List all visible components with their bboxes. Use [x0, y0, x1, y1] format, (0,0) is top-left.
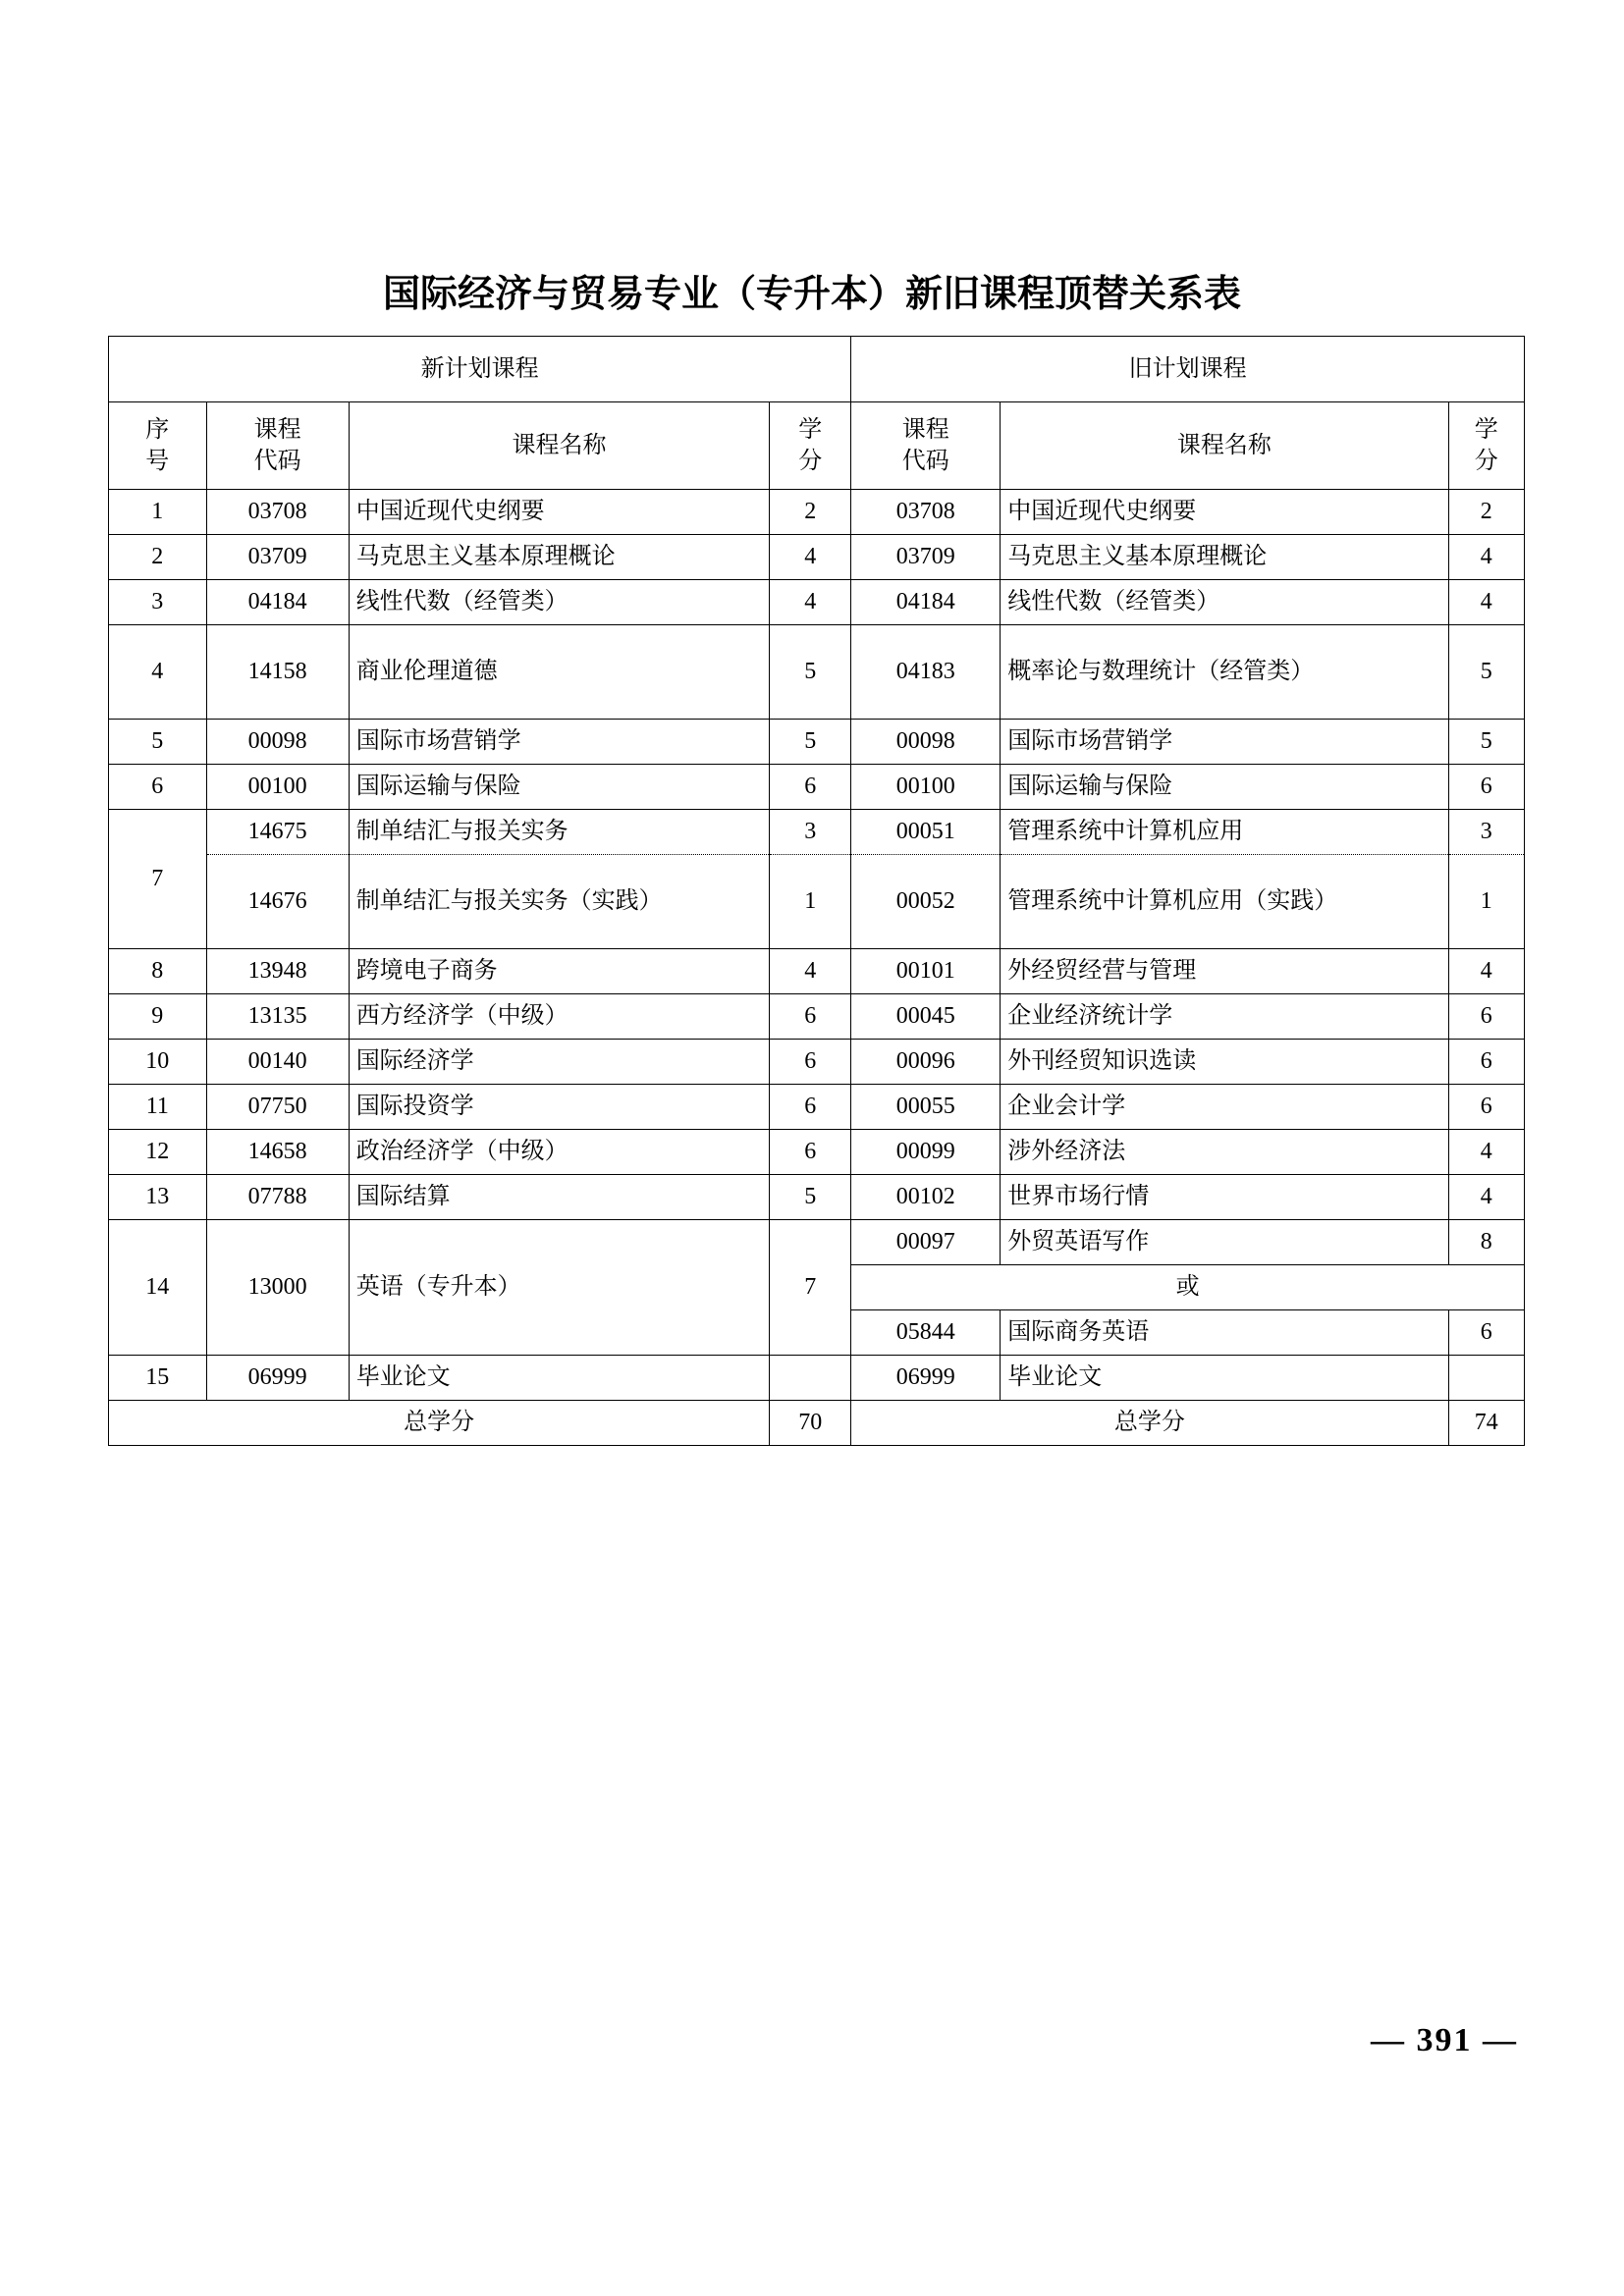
- table-row: [109, 535, 1525, 580]
- cell-old-name: 世界市场行情: [1001, 1175, 1448, 1220]
- cell-new-code: 13948: [206, 949, 349, 994]
- cell-new-code: 04184: [206, 580, 349, 625]
- cell-old-credit: [1448, 1356, 1524, 1401]
- table-row: [109, 625, 1525, 720]
- cell-seq: 14: [109, 1220, 207, 1356]
- cell-new-code: 13135: [206, 994, 349, 1040]
- cell-old-credit: 4: [1448, 580, 1524, 625]
- cell-seq: 13: [109, 1175, 207, 1220]
- totals-label-new: 总学分: [109, 1401, 770, 1446]
- cell-old-name: 毕业论文: [1001, 1356, 1448, 1401]
- cell-old-code: 04184: [851, 580, 1001, 625]
- cell-old-code: 03708: [851, 490, 1001, 535]
- cell-old-code: 05844: [851, 1310, 1001, 1356]
- cell-seq: 1: [109, 490, 207, 535]
- table-row: [109, 490, 1525, 535]
- cell-old-name: 概率论与数理统计（经管类）: [1001, 625, 1448, 720]
- cell-new-name: 英语（专升本）: [349, 1220, 770, 1356]
- column-header-new-code: [206, 402, 349, 490]
- cell-old-code: 00045: [851, 994, 1001, 1040]
- column-header-new-code-line1: 课程: [253, 416, 301, 443]
- cell-new-code: 00098: [206, 720, 349, 765]
- column-header-old-credit-line2: 分: [1474, 449, 1498, 474]
- table-row: [109, 580, 1525, 625]
- column-header-new-credit-line1: 学: [798, 416, 823, 443]
- table-row: [109, 1175, 1525, 1220]
- cell-new-name: 政治经济学（中级）: [349, 1130, 770, 1175]
- cell-old-credit: 1: [1448, 855, 1524, 949]
- cell-old-code: 00100: [851, 765, 1001, 810]
- cell-old-credit: 6: [1448, 994, 1524, 1040]
- cell-new-credit: 4: [770, 535, 851, 580]
- cell-old-code: 04183: [851, 625, 1001, 720]
- cell-new-credit: 6: [770, 1085, 851, 1130]
- cell-old-name: 外贸英语写作: [1001, 1220, 1448, 1265]
- cell-old-name: 马克思主义基本原理概论: [1001, 535, 1448, 580]
- cell-old-code: 06999: [851, 1356, 1001, 1401]
- cell-new-code: 14158: [206, 625, 349, 720]
- cell-old-name: 国际市场营销学: [1001, 720, 1448, 765]
- cell-new-credit: 6: [770, 1130, 851, 1175]
- table-row: [109, 1356, 1525, 1401]
- column-header-old-name: 课程名称: [1001, 402, 1448, 490]
- cell-old-credit: 5: [1448, 625, 1524, 720]
- column-header-new-code-line2: 代码: [253, 449, 301, 474]
- table-row: [109, 855, 1525, 949]
- table-row-english-option-1: [109, 1220, 1525, 1265]
- table-row: [109, 1085, 1525, 1130]
- cell-new-credit: 4: [770, 949, 851, 994]
- cell-new-code: 07788: [206, 1175, 349, 1220]
- cell-old-name: 外刊经贸知识选读: [1001, 1040, 1448, 1085]
- cell-new-code: 14658: [206, 1130, 349, 1175]
- cell-old-name: 管理系统中计算机应用: [1001, 810, 1448, 855]
- cell-old-code: 03709: [851, 535, 1001, 580]
- cell-seq: 8: [109, 949, 207, 994]
- cell-new-credit: 4: [770, 580, 851, 625]
- cell-old-credit: 4: [1448, 949, 1524, 994]
- group-header-old-plan: 旧计划课程: [851, 337, 1525, 402]
- table-row: [109, 720, 1525, 765]
- cell-old-name: 企业经济统计学: [1001, 994, 1448, 1040]
- cell-new-name: 西方经济学（中级）: [349, 994, 770, 1040]
- cell-old-name: 中国近现代史纲要: [1001, 490, 1448, 535]
- column-header-old-credit: [1448, 402, 1524, 490]
- table-row: [109, 810, 1525, 855]
- cell-old-code: 00097: [851, 1220, 1001, 1265]
- column-header-new-name: 课程名称: [349, 402, 770, 490]
- cell-old-name: 管理系统中计算机应用（实践）: [1001, 855, 1448, 949]
- cell-old-code: 00101: [851, 949, 1001, 994]
- cell-new-name: 商业伦理道德: [349, 625, 770, 720]
- cell-old-name: 企业会计学: [1001, 1085, 1448, 1130]
- cell-new-name: 国际经济学: [349, 1040, 770, 1085]
- cell-new-name: 国际市场营销学: [349, 720, 770, 765]
- cell-new-credit: 5: [770, 1175, 851, 1220]
- cell-old-credit: 4: [1448, 535, 1524, 580]
- cell-new-name: 国际结算: [349, 1175, 770, 1220]
- cell-new-credit: 6: [770, 765, 851, 810]
- table-row: [109, 994, 1525, 1040]
- column-header-new-credit-line2: 分: [798, 449, 823, 474]
- cell-new-name: 国际运输与保险: [349, 765, 770, 810]
- cell-seq: 10: [109, 1040, 207, 1085]
- cell-new-code: 06999: [206, 1356, 349, 1401]
- group-header-row: [109, 337, 1525, 402]
- cell-new-code: 07750: [206, 1085, 349, 1130]
- cell-new-credit: [770, 1356, 851, 1401]
- cell-old-code: 00052: [851, 855, 1001, 949]
- cell-new-name: 制单结汇与报关实务: [349, 810, 770, 855]
- group-header-new-plan: 新计划课程: [109, 337, 851, 402]
- cell-new-code: 14675: [206, 810, 349, 855]
- cell-old-code: 00098: [851, 720, 1001, 765]
- cell-new-credit: 6: [770, 994, 851, 1040]
- cell-old-credit: 4: [1448, 1175, 1524, 1220]
- cell-new-code: 03709: [206, 535, 349, 580]
- table-row: [109, 1040, 1525, 1085]
- cell-old-name: 线性代数（经管类）: [1001, 580, 1448, 625]
- cell-new-name: 毕业论文: [349, 1356, 770, 1401]
- cell-old-code: 00102: [851, 1175, 1001, 1220]
- column-header-old-code-line1: 课程: [901, 416, 949, 443]
- cell-seq: 3: [109, 580, 207, 625]
- column-header-old-code-line2: 代码: [901, 449, 949, 474]
- cell-new-credit: 3: [770, 810, 851, 855]
- cell-old-code: 00099: [851, 1130, 1001, 1175]
- column-header-seq-line2: 号: [145, 449, 170, 474]
- totals-label-old: 总学分: [851, 1401, 1448, 1446]
- cell-old-credit: 3: [1448, 810, 1524, 855]
- page-title: 国际经济与贸易专业（专升本）新旧课程顶替关系表: [382, 274, 1241, 315]
- column-header-seq: [109, 402, 207, 490]
- cell-new-name: 线性代数（经管类）: [349, 580, 770, 625]
- cell-new-code: 13000: [206, 1220, 349, 1356]
- column-header-seq-line1: 序: [145, 416, 170, 443]
- cell-old-credit: 2: [1448, 490, 1524, 535]
- cell-old-credit: 6: [1448, 765, 1524, 810]
- cell-new-credit: 7: [770, 1220, 851, 1356]
- cell-seq: 2: [109, 535, 207, 580]
- cell-new-code: 14676: [206, 855, 349, 949]
- cell-new-credit: 1: [770, 855, 851, 949]
- totals-value-new: 70: [770, 1401, 851, 1446]
- cell-seq: 6: [109, 765, 207, 810]
- column-header-new-credit: [770, 402, 851, 490]
- cell-old-code: 00055: [851, 1085, 1001, 1130]
- cell-new-credit: 5: [770, 720, 851, 765]
- cell-new-name: 马克思主义基本原理概论: [349, 535, 770, 580]
- cell-new-name: 制单结汇与报关实务（实践）: [349, 855, 770, 949]
- cell-old-credit: 6: [1448, 1085, 1524, 1130]
- cell-or-separator: 或: [851, 1265, 1525, 1310]
- cell-new-credit: 6: [770, 1040, 851, 1085]
- cell-old-code: 00096: [851, 1040, 1001, 1085]
- cell-seq: 9: [109, 994, 207, 1040]
- cell-new-name: 跨境电子商务: [349, 949, 770, 994]
- course-substitution-table: [108, 336, 1525, 1446]
- cell-new-name: 中国近现代史纲要: [349, 490, 770, 535]
- cell-seq: 7: [109, 810, 207, 949]
- cell-new-credit: 2: [770, 490, 851, 535]
- totals-row: [109, 1401, 1525, 1446]
- table-row: [109, 765, 1525, 810]
- column-header-row: [109, 402, 1525, 490]
- column-header-old-credit-line1: 学: [1474, 416, 1498, 443]
- cell-old-credit: 6: [1448, 1310, 1524, 1356]
- cell-seq: 5: [109, 720, 207, 765]
- table-row: [109, 1130, 1525, 1175]
- cell-seq: 11: [109, 1085, 207, 1130]
- cell-new-code: 03708: [206, 490, 349, 535]
- cell-new-code: 00140: [206, 1040, 349, 1085]
- cell-new-code: 00100: [206, 765, 349, 810]
- cell-seq: 15: [109, 1356, 207, 1401]
- cell-seq: 4: [109, 625, 207, 720]
- cell-old-credit: 6: [1448, 1040, 1524, 1085]
- cell-old-credit: 4: [1448, 1130, 1524, 1175]
- column-header-old-code: [851, 402, 1001, 490]
- cell-old-name: 涉外经济法: [1001, 1130, 1448, 1175]
- cell-old-name: 国际运输与保险: [1001, 765, 1448, 810]
- cell-new-credit: 5: [770, 625, 851, 720]
- cell-old-code: 00051: [851, 810, 1001, 855]
- cell-old-name: 外经贸经营与管理: [1001, 949, 1448, 994]
- cell-old-name: 国际商务英语: [1001, 1310, 1448, 1356]
- page-number: — 391 —: [1371, 2022, 1518, 2058]
- cell-new-name: 国际投资学: [349, 1085, 770, 1130]
- cell-old-credit: 5: [1448, 720, 1524, 765]
- cell-seq: 12: [109, 1130, 207, 1175]
- cell-old-credit: 8: [1448, 1220, 1524, 1265]
- totals-value-old: 74: [1448, 1401, 1524, 1446]
- table-row: [109, 949, 1525, 994]
